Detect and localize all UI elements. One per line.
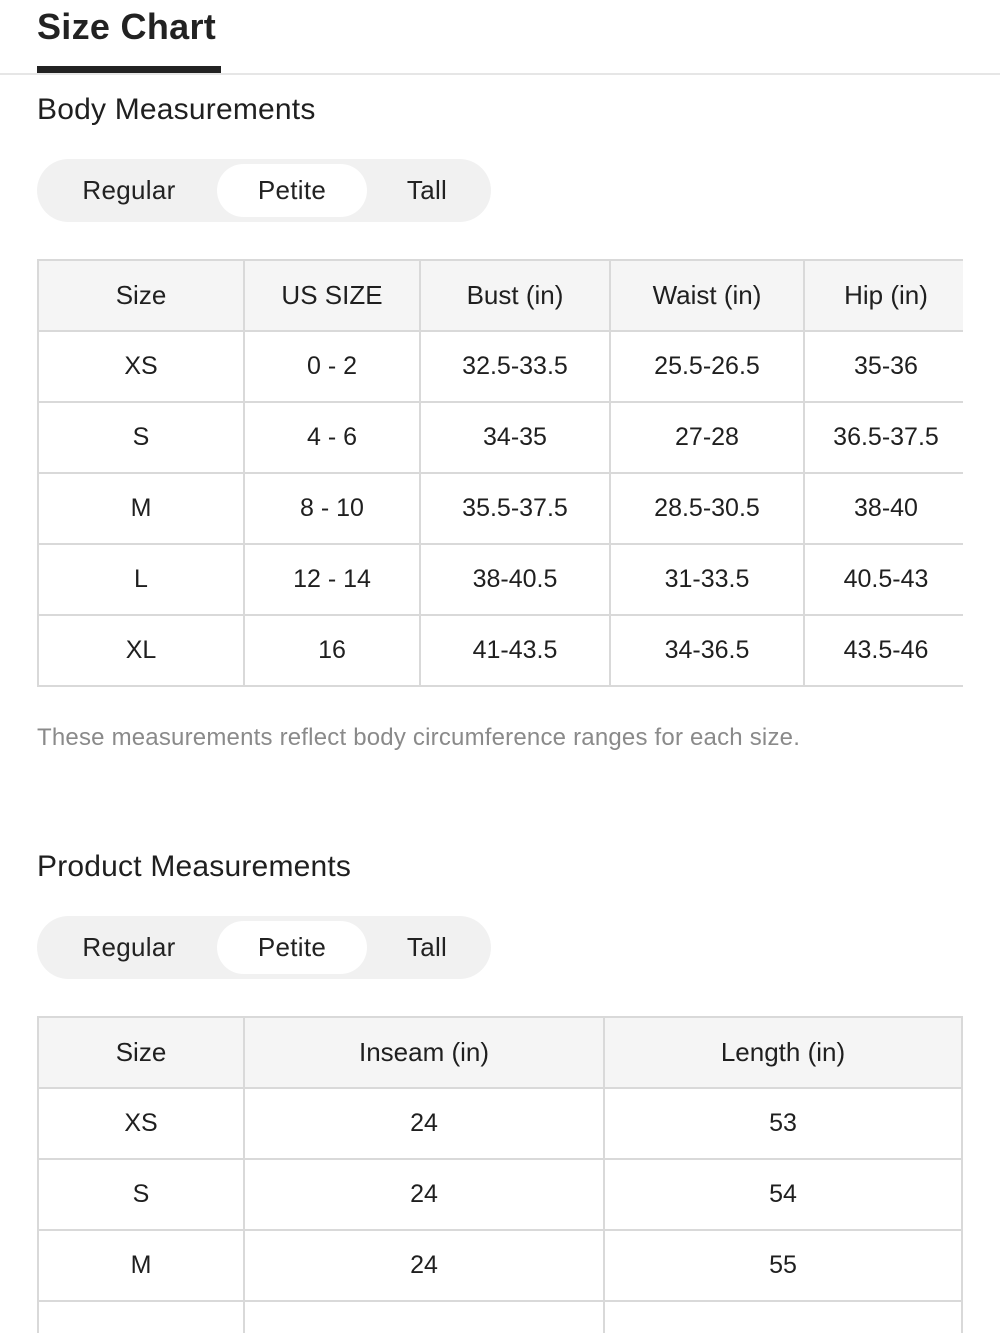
table-row	[38, 1159, 962, 1230]
product-measurements-table-container[interactable]	[37, 1016, 963, 1333]
table-cell: 24	[244, 1230, 604, 1301]
column-header-us-size: US SIZE	[244, 260, 420, 331]
column-header-size: Size	[38, 1017, 244, 1088]
table-row	[38, 331, 963, 402]
table-cell: 35.5-37.5	[420, 473, 610, 544]
table-cell: 0 - 2	[244, 331, 420, 402]
table-cell: XL	[38, 615, 244, 686]
body-tab-petite[interactable]: Petite	[217, 164, 367, 217]
table-cell: 31-33.5	[610, 544, 804, 615]
table-cell	[244, 1301, 604, 1333]
table-cell: M	[38, 1230, 244, 1301]
table-cell: 12 - 14	[244, 544, 420, 615]
table-header-row	[38, 1017, 962, 1088]
table-cell: 41-43.5	[420, 615, 610, 686]
table-cell: 27-28	[610, 402, 804, 473]
table-cell: 25.5-26.5	[610, 331, 804, 402]
product-measurements-heading: Product Measurements	[37, 850, 352, 883]
table-cell: 43.5-46	[804, 615, 963, 686]
table-cell: L	[38, 544, 244, 615]
table-cell: 32.5-33.5	[420, 331, 610, 402]
body-tab-tall[interactable]: Tall	[406, 175, 448, 205]
table-cell: 34-35	[420, 402, 610, 473]
table-row	[38, 1230, 962, 1301]
table-row	[38, 402, 963, 473]
table-header-row	[38, 260, 963, 331]
column-header-inseam: Inseam (in)	[244, 1017, 604, 1088]
body-fit-selector	[37, 159, 491, 222]
table-cell: S	[38, 1159, 244, 1230]
table-row	[38, 1088, 962, 1159]
top-tab-bar	[0, 0, 1000, 75]
product-measurements-table	[37, 1016, 963, 1333]
column-header-size: Size	[38, 260, 244, 331]
table-row	[38, 473, 963, 544]
table-cell: 8 - 10	[244, 473, 420, 544]
table-cell: 4 - 6	[244, 402, 420, 473]
tab-size-chart[interactable]: Size Chart	[37, 6, 217, 47]
active-tab-indicator	[37, 66, 221, 73]
body-measurements-table-container[interactable]	[37, 259, 963, 696]
table-row	[38, 544, 963, 615]
column-header-hip: Hip (in)	[804, 260, 963, 331]
table-cell	[38, 1301, 244, 1333]
table-cell: XS	[38, 331, 244, 402]
table-cell	[604, 1301, 962, 1333]
product-fit-selector	[37, 916, 491, 979]
table-cell: 28.5-30.5	[610, 473, 804, 544]
table-cell: 55	[604, 1230, 962, 1301]
table-cell: 24	[244, 1159, 604, 1230]
table-cell: 36.5-37.5	[804, 402, 963, 473]
table-cell: 24	[244, 1088, 604, 1159]
table-cell: 54	[604, 1159, 962, 1230]
table-cell: 34-36.5	[610, 615, 804, 686]
product-tab-petite[interactable]: Petite	[217, 921, 367, 974]
table-row	[38, 615, 963, 686]
table-cell: 40.5-43	[804, 544, 963, 615]
column-header-waist: Waist (in)	[610, 260, 804, 331]
table-cell: 35-36	[804, 331, 963, 402]
product-tab-tall[interactable]: Tall	[406, 932, 448, 962]
body-measurements-heading: Body Measurements	[37, 93, 316, 126]
table-row	[38, 1301, 962, 1333]
table-cell: S	[38, 402, 244, 473]
product-tab-regular[interactable]: Regular	[82, 932, 176, 962]
table-cell: 38-40.5	[420, 544, 610, 615]
table-cell: 53	[604, 1088, 962, 1159]
table-cell: 38-40	[804, 473, 963, 544]
column-header-bust: Bust (in)	[420, 260, 610, 331]
body-tab-regular[interactable]: Regular	[82, 175, 176, 205]
table-cell: XS	[38, 1088, 244, 1159]
body-measurements-table	[37, 259, 963, 687]
table-cell: M	[38, 473, 244, 544]
column-header-length: Length (in)	[604, 1017, 962, 1088]
table-cell: 16	[244, 615, 420, 686]
body-measurements-note: These measurements reflect body circumference ranges for each size.	[37, 724, 801, 751]
